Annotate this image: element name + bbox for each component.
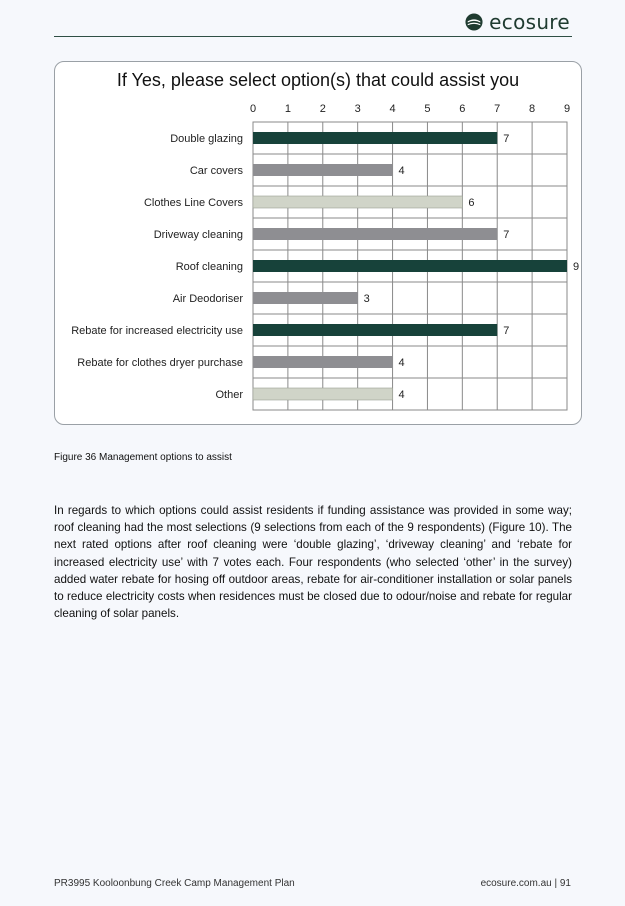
x-tick-label: 4 bbox=[389, 103, 396, 115]
category-label: Roof cleaning bbox=[175, 261, 243, 273]
x-tick-label: 5 bbox=[424, 103, 431, 115]
bar bbox=[253, 132, 497, 144]
bar-chart bbox=[55, 62, 581, 424]
category-label: Double glazing bbox=[170, 133, 243, 145]
bar bbox=[253, 260, 567, 272]
category-label: Car covers bbox=[189, 165, 243, 177]
bar bbox=[253, 228, 497, 240]
chart-frame bbox=[54, 61, 582, 425]
data-label: 4 bbox=[398, 389, 405, 401]
category-label: Air Deodoriser bbox=[172, 293, 243, 305]
category-label: Other bbox=[215, 389, 243, 401]
x-tick-label: 2 bbox=[319, 103, 326, 115]
category-label: Driveway cleaning bbox=[153, 229, 243, 241]
bar bbox=[253, 324, 497, 336]
data-label: 4 bbox=[398, 357, 405, 369]
x-tick-label: 0 bbox=[249, 103, 257, 115]
bar bbox=[253, 196, 462, 208]
footer-document-title: PR3995 Kooloonbung Creek Camp Management Plan bbox=[54, 878, 295, 889]
data-label: 7 bbox=[503, 229, 510, 241]
data-label: 3 bbox=[363, 293, 370, 305]
data-label: 6 bbox=[468, 197, 475, 209]
body-paragraph: In regards to which options could assist residents if funding assistance was provided in some way; roof cleaning had the most selections (9 selections from each of the 9 respondents) (Figure 10). The next rated options after roof cleaning were ‘double glazing’, ‘driveway cleaning’ and ‘rebate for increased electricity use’ with 7 votes each. Four respondents (who selected ‘other’ in the survey) added water rebate for hosing off outdoor areas, rebate for air-conditioner installation or solar panels to reduce electricity costs when residences must be closed due to odour/noise and rebate for regular cleaning of solar panels. bbox=[54, 504, 572, 621]
category-label: Rebate for clothes dryer purchase bbox=[77, 357, 243, 369]
category-label: Clothes Line Covers bbox=[143, 197, 243, 209]
bar bbox=[253, 356, 393, 368]
x-tick-label: 6 bbox=[459, 103, 466, 115]
bar bbox=[253, 388, 393, 400]
footer-site-page: ecosure.com.au | 91 bbox=[480, 878, 571, 889]
x-tick-label: 3 bbox=[354, 103, 361, 115]
data-label: 9 bbox=[573, 261, 580, 273]
bar bbox=[253, 292, 358, 304]
ecosure-logo-icon bbox=[465, 13, 483, 31]
data-label: 4 bbox=[398, 165, 405, 177]
category-label: Rebate for increased electricity use bbox=[71, 325, 243, 337]
data-label: 7 bbox=[503, 133, 510, 145]
bar bbox=[253, 164, 393, 176]
x-tick-label: 1 bbox=[284, 103, 291, 115]
logo-text: ecosure bbox=[489, 10, 570, 34]
chart-title: If Yes, please select option(s) that could assist you bbox=[116, 70, 520, 90]
x-tick-label: 7 bbox=[494, 103, 501, 115]
header-divider bbox=[54, 36, 572, 37]
x-tick-label: 9 bbox=[563, 103, 571, 115]
header-logo bbox=[465, 10, 570, 34]
data-label: 7 bbox=[503, 325, 510, 337]
x-tick-label: 8 bbox=[529, 103, 536, 115]
figure-caption: Figure 36 Management options to assist bbox=[54, 452, 232, 463]
